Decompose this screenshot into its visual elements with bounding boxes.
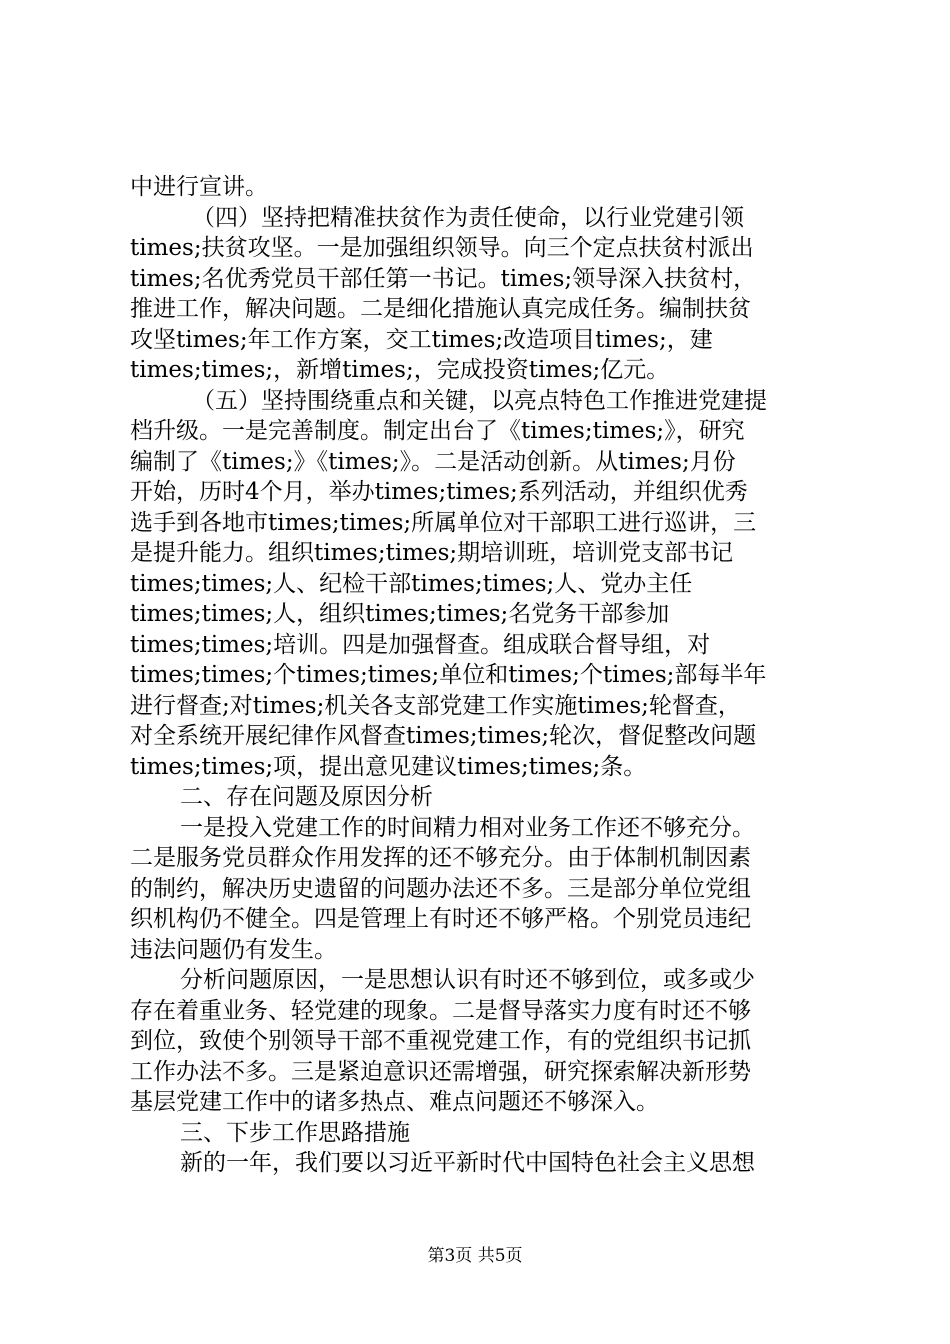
- document-body: [130, 172, 832, 1179]
- text-line: 到位，致使个别领导干部不重视党建工作，有的党组织书记抓: [130, 1028, 751, 1054]
- text-line: 推进工作，解决问题。二是细化措施认真完成任务。编制扶贫: [130, 296, 751, 322]
- text-line: 编制了《times;》《times;》。二是活动创新。从times;月份: [130, 448, 736, 475]
- text-line: 对全系统开展纪律作风督查times;times;轮次，督促整改问题: [130, 723, 757, 749]
- text-line: 新的一年，我们要以习近平新时代中国特色社会主义思想: [180, 1150, 755, 1176]
- text-line: 工作办法不多。三是紧迫意识还需增强，研究探索解决新形势: [130, 1058, 751, 1085]
- text-line: 攻坚times;年工作方案，交工times;改造项目times;，建: [130, 326, 713, 353]
- text-line: times;名优秀党员干部任第一书记。times;领导深入扶贫村，: [130, 265, 757, 292]
- text-line: 中进行宣讲。: [130, 174, 268, 200]
- section-heading-next-steps: 三、下步工作思路措施: [180, 1119, 410, 1146]
- text-line: 选手到各地市times;times;所属单位对干部职工进行巡讲，三: [130, 509, 757, 536]
- text-line: 分析问题原因，一是思想认识有时还不够到位，或多或少: [180, 967, 755, 993]
- text-line: 基层党建工作中的诸多热点、难点问题还不够深入。: [130, 1089, 659, 1115]
- text-line: times;times;个times;times;单位和times;个times;部每半年: [130, 662, 767, 688]
- text-line: 开始，历时4个月，举办times;times;系列活动，并组织优秀: [130, 479, 748, 505]
- text-line: times;times;人，组织times;times;名党务干部参加: [130, 601, 670, 627]
- text-line: times;times;项，提出意见建议times;times;条。: [130, 753, 647, 780]
- section-four-heading-line: （四）坚持把精准扶贫作为责任使命，以行业党建引领: [192, 204, 744, 231]
- section-five-heading-line: （五）坚持围绕重点和关键，以亮点特色工作推进党建提: [192, 387, 767, 414]
- text-line: 织机构仍不健全。四是管理上有时还不够严格。个别党员违纪: [130, 906, 751, 932]
- text-line: 是提升能力。组织times;times;期培训班，培训党支部书记: [130, 540, 734, 566]
- text-line: 一是投入党建工作的时间精力相对业务工作还不够充分。: [180, 814, 755, 841]
- section-heading-problems: 二、存在问题及原因分析: [180, 784, 433, 810]
- page-number-footer: 第3页 共5页: [427, 1246, 523, 1266]
- text-line: 二是服务党员群众作用发挥的还不够充分。由于体制机制因素: [130, 845, 751, 871]
- text-line: 存在着重业务、轻党建的现象。二是督导落实力度有时还不够: [130, 997, 751, 1024]
- text-line: times;times;人、纪检干部times;times;人、党办主任: [130, 570, 693, 597]
- text-line: 进行督查;对times;机关各支部党建工作实施times;轮督查，: [130, 692, 741, 719]
- text-line: 档升级。一是完善制度。制定出台了《times;times;》，研究: [130, 418, 745, 444]
- text-line: 违法问题仍有发生。: [130, 936, 337, 963]
- text-line: 的制约，解决历史遗留的问题办法还不多。三是部分单位党组: [130, 875, 751, 902]
- text-line: times;times;培训。四是加强督查。组成联合督导组，对: [130, 631, 711, 658]
- text-line: times;times;，新增times;，完成投资times;亿元。: [130, 357, 670, 383]
- text-line: times;扶贫攻坚。一是加强组织领导。向三个定点扶贫村派出: [130, 235, 754, 261]
